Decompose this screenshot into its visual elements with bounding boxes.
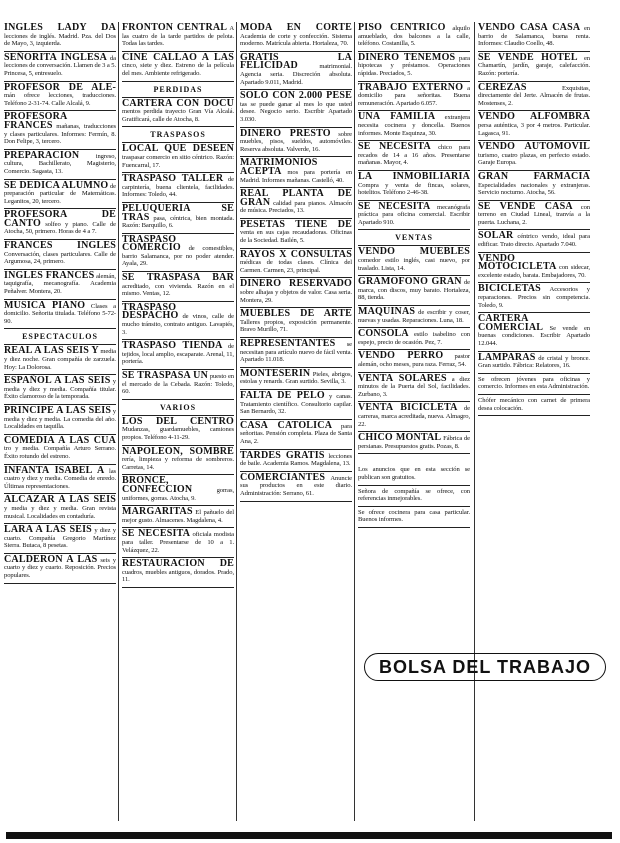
ad-headline: LOS DEL CENTRO [122, 415, 234, 427]
classified-ad [478, 111, 590, 141]
ad-body: mañanas, traducciones y clases particulares. Informes: Fermín, 8. Don Felipe, 3, tercero. [4, 122, 116, 146]
classified-ad [240, 52, 352, 90]
bolsa-entry: Se ofrece cocinera para casa particular. Buenos informes. [358, 507, 470, 528]
ad-headline: SOLO CON 2.000 PESE [240, 90, 352, 102]
ad-body: turismo, cuatro plazas, en perfecto estado. Garaje Europa. [478, 151, 590, 167]
ad-body: médicas de todas clases. Clínica del Carmen. Carmen, 23, principal. [240, 259, 352, 274]
classified-ad [240, 219, 352, 249]
classified-ad [4, 300, 116, 330]
ad-body: mecanógrafa práctica para oficina comercial. Escribir Apartado 910. [358, 203, 470, 226]
classified-ad [240, 308, 352, 338]
classified-ad [4, 22, 116, 52]
classified-ad [4, 82, 116, 112]
ad-headline: LA INMOBILIARIA [358, 170, 470, 182]
ad-body: de marca, con discos, muy barato. Hortaleza, 88, tienda. [358, 279, 470, 302]
ad-headline: SE NECESITA [358, 200, 431, 212]
ad-body: Exquisitas, directamente del Jerte. Almacén de frutas. Mostenses, 2. [478, 84, 590, 107]
classified-ad [358, 171, 470, 201]
bolsa-entry: Se ofrecen jóvenes para oficinas y comercio. Informes en esta Administración. [478, 374, 590, 395]
ad-body: de carreras, marca acreditada, nueva. Almagro, 22. [358, 405, 470, 428]
ad-headline: MONTESERIN [240, 367, 311, 379]
ad-body: mentos perdida trayecto Gran Vía Alcalá. Gratificará, calle de Atocha, 8. [122, 108, 234, 123]
ad-headline: CEREZAS [478, 81, 527, 93]
classified-ad [122, 340, 234, 370]
ad-headline: TARDES GRATIS [240, 449, 325, 461]
ad-body: chico para recados de 14 a 16 años. Presentarse mañanas. Mayor, 4. [358, 144, 470, 167]
ad-body: persa auténtica, 3 por 4 metros. Particular. Lagasca, 91. [478, 121, 590, 137]
ad-headline: VENDO CASA CASA [478, 22, 581, 33]
ad-headline: REPRESENTANTES [240, 338, 336, 349]
ad-body: Anuncie sus productos en este diario. Administración: Serrano, 61. [240, 474, 352, 497]
ad-headline: GRATIS LA FELICIDAD [240, 51, 352, 72]
classified-ad [122, 22, 234, 52]
classified-ad [4, 554, 116, 584]
ad-headline: PRINCIPE A LAS SEIS [4, 404, 112, 416]
ad-headline: CINE CALLAO A LAS [122, 51, 234, 63]
classified-ad [358, 306, 470, 328]
classified-ad [122, 302, 234, 340]
column-rule [236, 22, 237, 821]
ad-body: se necesitan para artículo nuevo de fácil venta. Apartado 11.018. [240, 341, 352, 364]
ad-body: ingreso, cultura, Bachillerato, Magisterio, Comercio. Sagasta, 13. [4, 152, 116, 175]
ad-body: estilo isabelino con espejo, precio de ocasión. Pez, 7. [358, 331, 470, 346]
ad-body: en barrio de Salamanca, buena renta. Informes: Claudio Coello, 48. [478, 25, 590, 48]
ad-headline: PROFESOR DE ALE- [4, 81, 116, 93]
ad-headline: MUSICA PIANO [4, 299, 86, 311]
ad-body: a diez minutos de la Puerta del Sol, facilidades. Zurbano, 3. [358, 375, 470, 398]
ad-body: y diez y cuarto. Compañía Gregorio Martínez Sierra. Butaca, 8 pesetas. [4, 527, 116, 550]
ad-body: media y diez noche. Gran compañía de zarzuela. Hoy: La Dolorosa. [4, 348, 116, 371]
ad-body: Especialidades nacionales y extranjeras. Servicio nocturno. Atocha, 56. [478, 181, 590, 197]
classified-ad [4, 240, 116, 270]
classified-ad [4, 435, 116, 465]
classified-ad [358, 22, 470, 52]
classified-ad [122, 143, 234, 173]
classified-ad [122, 558, 234, 588]
section-heading: ESPECTACULOS [4, 329, 116, 345]
classified-ad [358, 82, 470, 112]
ad-headline: LAMPARAS [478, 351, 536, 363]
classified-ad [122, 506, 234, 528]
classified-ad [478, 352, 590, 374]
ad-body: venta en sus cajas recaudadoras. Oficinas de la Sociedad. Bailén, 5. [240, 229, 352, 245]
ad-body: mán ofrece lecciones, traducciones. Teléfono 2-31-74. Calle Alcalá, 9. [4, 92, 116, 107]
classified-ad [478, 253, 590, 284]
classified-ad [122, 475, 234, 506]
ad-headline: PROFESORA DE CANTO [4, 209, 116, 229]
classified-ad [358, 111, 470, 141]
ad-body: oficiala modista para taller. Presentarse de 10 a 1. Velázquez, 22. [122, 531, 234, 554]
ad-headline: CHICO MONTAL [358, 432, 442, 444]
classified-ad [4, 465, 116, 495]
ad-headline: TRABAJO EXTERNO [358, 81, 464, 93]
bolsa-del-trabajo-heading: BOLSA DEL TRABAJO [364, 653, 606, 681]
ad-body: y media y diez y media. La comedia del año. Localidades en taquilla. [4, 407, 116, 431]
ad-headline: ALCAZAR A LAS SEIS [4, 494, 116, 506]
ad-headline: PELUQUERIA SE TRAS [122, 202, 234, 223]
classified-ad [240, 338, 352, 368]
ad-body: a domicilio para señoritas. Buena remuneración. Apartado 6.057. [358, 84, 470, 107]
ad-body: calidad para pianos. Almacén de música. Preciados, 13. [240, 199, 352, 215]
ad-body: A las cuatro de la tarde partidos de pelota. Todas las tardes. [122, 25, 234, 48]
ad-headline: BRONCE, CONFECCION [122, 475, 193, 495]
classified-ad [4, 180, 116, 210]
ad-body: tro y media. Compañía Arturo Serrano. Éxito rotundo del estreno. [4, 445, 116, 460]
ad-headline: VENTA BICICLETA [358, 402, 458, 414]
ad-headline: SE TRASPASA BAR [122, 272, 234, 284]
classified-ad [4, 150, 116, 180]
ad-body: pasa, céntrica, bien montada. Razón: Barquillo, 6. [122, 214, 234, 230]
ad-headline: DINERO PRESTO [240, 127, 331, 139]
classified-ad [122, 98, 234, 128]
classified-ad [240, 128, 352, 158]
classified-ad [122, 528, 234, 558]
ad-body: El pañuelo del mejor gusto. Almacenes. Magdalena, 4. [122, 509, 234, 524]
ad-body: solfeo y piano. Calle de Atocha, 50, primero. Horas de 4 a 7. [4, 220, 116, 236]
ad-body: seis y cuarto y diez y cuarto. Reposición. Precios populares. [4, 556, 116, 580]
ad-body: alemán, taquigrafía, mecanografía. Academia Peñalver. Montera, 20. [4, 272, 116, 296]
ad-body: Mudanzas, guardamuebles, camiones propios. Teléfono 4-11-29. [122, 426, 234, 441]
ad-headline: TRASPASO TIENDA [122, 340, 223, 352]
ad-headline: SE NECESITA [358, 141, 431, 153]
ad-body: en Chamartín, jardín, garaje, calefacción. Razón: portería. [478, 54, 590, 77]
ad-body: de comestibles, barrio Salamanca, por no poder atender. Ayala, 29. [122, 245, 234, 268]
ad-body: cuadros, muebles antiguos, dorados. Prado, 11. [122, 568, 234, 584]
classified-ad [358, 141, 470, 171]
classified-ad [122, 446, 234, 476]
bolsa-entry: Los anuncios que en esta sección se publican son gratuitos. [358, 464, 470, 485]
ad-headline: FRONTON CENTRAL [122, 22, 228, 33]
classified-ad [240, 278, 352, 308]
classified-ad [240, 420, 352, 450]
ad-headline: LARA A LAS SEIS [4, 524, 92, 536]
ad-headline: PROFESORA FRANCES [4, 111, 68, 131]
ad-body: cinco, siete y diez. Estreno de la película del mes. Ambiente refrigerado. [122, 62, 234, 77]
bolsa-entry: Señora de compañía se ofrece, con referencias inmejorables. [358, 486, 470, 507]
classified-ad [240, 450, 352, 472]
ad-body: puesto en el mercado de la Cebada. Razón: Toledo, 60. [122, 373, 234, 396]
ad-headline: FALTA DE PELO [240, 389, 325, 401]
classified-ad [478, 230, 590, 252]
classified-ad [122, 173, 234, 203]
ad-body: matrimonial. Agencia seria. Discreción absoluta. Apartado 9.011, Madrid. [240, 63, 352, 86]
ad-headline: VENDO MUEBLES [358, 246, 470, 258]
classified-ad [4, 111, 116, 149]
ad-headline: VENDO MOTOCICLETA [478, 252, 557, 273]
ad-headline: REAL A LAS SEIS Y [4, 345, 99, 357]
ad-headline: SE VENDE CASA [478, 200, 573, 212]
ad-body: pastor alemán, ocho meses, pura raza. Ferraz, 54. [358, 353, 470, 368]
classified-ad [358, 52, 470, 82]
ad-headline: COMERCIANTES [240, 471, 326, 483]
classified-column-1 [4, 22, 116, 821]
classified-column-4 [358, 22, 470, 821]
classified-ad [240, 22, 352, 52]
ad-headline: MUEBLES DE ARTE [240, 308, 352, 320]
classified-ad [358, 350, 470, 372]
ad-body: tas se puede ganar al mes lo que usted desee. Negocio serio. Escribir Apartado 3.030. [240, 100, 352, 123]
ad-body: gorras, uniformes, gorras. Atocha, 9. [122, 486, 234, 502]
classified-column-3 [240, 22, 352, 821]
classified-ad [122, 370, 234, 400]
ad-body: de tejidos, local amplio, escaparate. Arenal, 11, portería. [122, 343, 234, 366]
classified-ad [358, 246, 470, 276]
ad-headline: PISO CENTRICO [358, 22, 446, 33]
ad-headline: FRANCES INGLES [4, 240, 116, 252]
ad-headline: REAL PLANTA DE GRAN [240, 188, 352, 208]
classified-ad [122, 203, 234, 234]
classified-ad [478, 82, 590, 112]
classified-ad [4, 375, 116, 405]
ad-headline: TRASPASO TALLER [122, 173, 224, 185]
ad-headline: VENTA SOLARES [358, 372, 447, 384]
classified-ad [358, 276, 470, 306]
classified-ad [240, 90, 352, 127]
classified-ad [4, 209, 116, 240]
classified-ad [240, 472, 352, 502]
ad-body: con sidecar, excelente estado, barata. Embajadores, 70. [478, 264, 590, 279]
classified-column-5 [478, 22, 590, 821]
ad-headline: SE TRASPASA UN [122, 370, 209, 381]
ad-body: las cuatro y diez y media. Comedia de enredo. Últimas representaciones. [4, 467, 116, 490]
column-rule [354, 22, 355, 821]
section-heading: PERDIDAS [122, 82, 234, 98]
classified-ad [358, 328, 470, 350]
ad-body: lecciones de inglés. Madrid. Pza. del Dos de Mayo, 3, izquierda. [4, 32, 116, 48]
ad-headline: INGLES LADY DA [4, 22, 116, 33]
ad-body: con terreno en Ciudad Lineal, tranvía a la puerta. Luchana, 2. [478, 203, 590, 226]
ad-headline: ESPAÑOL A LAS SEIS [4, 375, 111, 387]
ad-headline: CARTERA COMERCIAL [478, 313, 544, 333]
ad-body: y canas. Tratamiento científico. Consultorio capilar. San Bernardo, 32. [240, 392, 352, 416]
ad-body: traspasar comercio en sitio céntrico. Razón: Fuencarral, 17. [122, 153, 234, 169]
bolsa-entry: Chófer mecánico con carnet de primera desea colocación. [478, 395, 590, 416]
ad-body: extranjera necesita cocinera y doncella. Buenos informes. Monte Esquinza, 30. [358, 114, 470, 137]
ad-body: sobre alhajas y objetos de valor. Casa seria. Montera, 29. [240, 289, 352, 304]
classified-ad [358, 373, 470, 403]
ad-headline: CASA CATOLICA [240, 419, 333, 431]
ad-headline: CONSOLA [358, 328, 409, 340]
ad-body: de cristal y bronce. Gran surtido. Fábrica: Relatores, 16. [478, 354, 590, 370]
ad-body: Se vende en buenas condiciones. Escribir Apartado 12.044. [478, 324, 590, 347]
ad-body: comedor estilo inglés, casi nuevo, por traslado. Lista, 14. [358, 257, 470, 272]
classified-ad [122, 52, 234, 82]
classified-column-2 [122, 22, 234, 821]
ad-headline: VENDO AUTOMOVIL [478, 141, 590, 153]
ad-headline: GRAMOFONO GRAN [358, 276, 462, 288]
classified-ad [4, 494, 116, 524]
ad-body: para señoritas. Pensión completa. Plaza de Santa Ana, 2. [240, 422, 352, 445]
classified-ad [478, 22, 590, 52]
ad-headline: MATRIMONIOS ACEPTA [240, 157, 318, 177]
column-rule [118, 22, 119, 821]
ad-body: céntrico vendo, ideal para edificar. Trato directo. Apartado 7.040. [478, 233, 590, 249]
classified-ad [240, 390, 352, 420]
ad-headline: DINERO RESERVADO [240, 278, 352, 290]
ad-body: de escribir y coser, nuevas y usadas. Reparaciones. Luna, 18. [358, 309, 470, 324]
ad-headline: MARGARITAS [122, 506, 193, 518]
classified-ad [358, 201, 470, 231]
ad-body: Conversación, clases particulares. Calle de Argumosa, 24, primero. [4, 250, 116, 266]
ad-headline: SOLAR [478, 230, 514, 242]
ad-body: Compra y venta de fincas, solares, hotelitos. Teléfono 2-46-38. [358, 181, 470, 197]
classified-ad [240, 249, 352, 279]
ad-headline: DINERO TENEMOS [358, 51, 456, 63]
ad-headline: SEÑORITA INGLESA [4, 51, 108, 63]
ad-headline: MAQUINAS [358, 306, 416, 318]
ad-headline: TRASPASO DESPACHO [122, 301, 179, 322]
ad-headline: PESETAS TIENE DE [240, 218, 352, 230]
ad-body: y media y diez y media. Gran revista musical. Localidades en contaduría. [4, 504, 116, 520]
ad-headline: SE NECESITA [122, 528, 191, 540]
classified-ad [478, 201, 590, 231]
ad-body: rería, limpieza y reforma de sombreros. Carretas, 14. [122, 456, 234, 471]
classified-ad [122, 234, 234, 272]
classified-ad [358, 432, 470, 454]
classified-ad [4, 52, 116, 82]
ad-body: y media y diez y media. Compañía titular. Éxito clamoroso de la temporada. [4, 378, 116, 401]
ad-body: alquilo amueblado, dos balcones a la calle, teléfono. Costanilla, 5. [358, 25, 470, 48]
ad-body: Pieles, abrigos, estolas y renards. Gran surtido. Sevilla, 3. [240, 370, 352, 386]
classified-ad [122, 416, 234, 446]
classified-ad [478, 141, 590, 171]
ad-body: acreditado, con vivienda. Razón en el mismo. Ventas, 12. [122, 282, 234, 298]
ad-headline: RESTAURACION DE [122, 558, 234, 570]
ad-headline: LOCAL QUE DESEEN [122, 143, 234, 155]
ad-body: lecciones de baile. Academia Ramos. Magdalena, 13. [240, 452, 352, 468]
ad-headline: NAPOLEON, SOMBRE [122, 445, 234, 457]
ad-body: mos para portería en Madrid. Informes mañanas. Castelló, 40. [240, 168, 352, 184]
classified-ad [4, 405, 116, 435]
classified-ad [358, 402, 470, 432]
classified-ad [478, 313, 590, 351]
ad-headline: SE DEDICA ALUMNO [4, 179, 109, 191]
column-rule [474, 22, 475, 821]
classified-ad [478, 52, 590, 82]
ad-headline: PREPARACION [4, 149, 80, 161]
ad-body: sobre muebles, pisos, sueldos, automóviles. Reserva absoluta. Valverde, 16. [240, 130, 352, 153]
classified-ad [4, 345, 116, 375]
ad-body: Fábrica de persianas. Presupuestos gratis. Pozas, 8. [358, 435, 470, 450]
ad-headline: CARTERA CON DOCU [122, 97, 234, 109]
ad-headline: VENDO ALFOMBRA [478, 111, 590, 123]
ad-headline: GRAN FARMACIA [478, 170, 590, 182]
ad-body: Clases a domicilio. Señorita titulada. Teléfono 5-72-90. [4, 302, 116, 325]
ad-headline: COMEDIA A LAS CUA [4, 434, 116, 446]
ad-headline: RAYOS X CONSULTAS [240, 248, 352, 260]
ad-body: para hipotecas y préstamos. Operaciones rápidas. Preciados, 5. [358, 54, 470, 77]
classified-ad [240, 157, 352, 188]
classified-ad [478, 283, 590, 313]
ad-headline: CALDERON A LAS [4, 553, 98, 565]
section-heading: VARIOS [122, 400, 234, 416]
classified-ad [4, 524, 116, 554]
ad-body: de vinos, calle de mucho tránsito, contrato antiguo. Lavapiés, 3. [122, 313, 234, 336]
ad-headline: INGLES FRANCES [4, 269, 95, 281]
section-heading: TRASPASOS [122, 127, 234, 143]
classified-ad [4, 270, 116, 300]
ad-body: Talleres propios, exposición permanente. Bravo Murillo, 71. [240, 318, 352, 334]
ad-body: Accesorios y reparaciones. Precios sin competencia. Toledo, 9. [478, 286, 590, 309]
classified-ad [478, 171, 590, 201]
ad-body: da lecciones de conversación. Llamen de 3 a 5. Princesa, 5, entresuelo. [4, 54, 116, 77]
ad-headline: MODA EN CORTE [240, 22, 352, 33]
ad-body: Academia de corte y confección. Sistema moderno. Matrícula abierta. Hortaleza, 70. [240, 32, 352, 48]
classified-ad [122, 272, 234, 302]
ad-body: de preparación particular de Matemáticas. Leganitos, 20, tercero. [4, 182, 116, 205]
ad-headline: INFANTA ISABEL A [4, 464, 105, 476]
ad-headline: BICICLETAS [478, 283, 541, 295]
ad-headline: SE VENDE HOTEL [478, 51, 578, 63]
footer-bar [6, 832, 612, 839]
ad-headline: UNA FAMILIA [358, 111, 436, 123]
section-heading: VENTAS [358, 230, 470, 246]
ad-body: de carpintería, buena clientela, facilidades. Informes: Toledo, 44. [122, 176, 234, 199]
ad-headline: VENDO PERRO [358, 350, 444, 362]
classified-ad [240, 188, 352, 219]
ad-headline: TRASPASO COMERCIO [122, 233, 181, 254]
classified-ad [240, 368, 352, 390]
